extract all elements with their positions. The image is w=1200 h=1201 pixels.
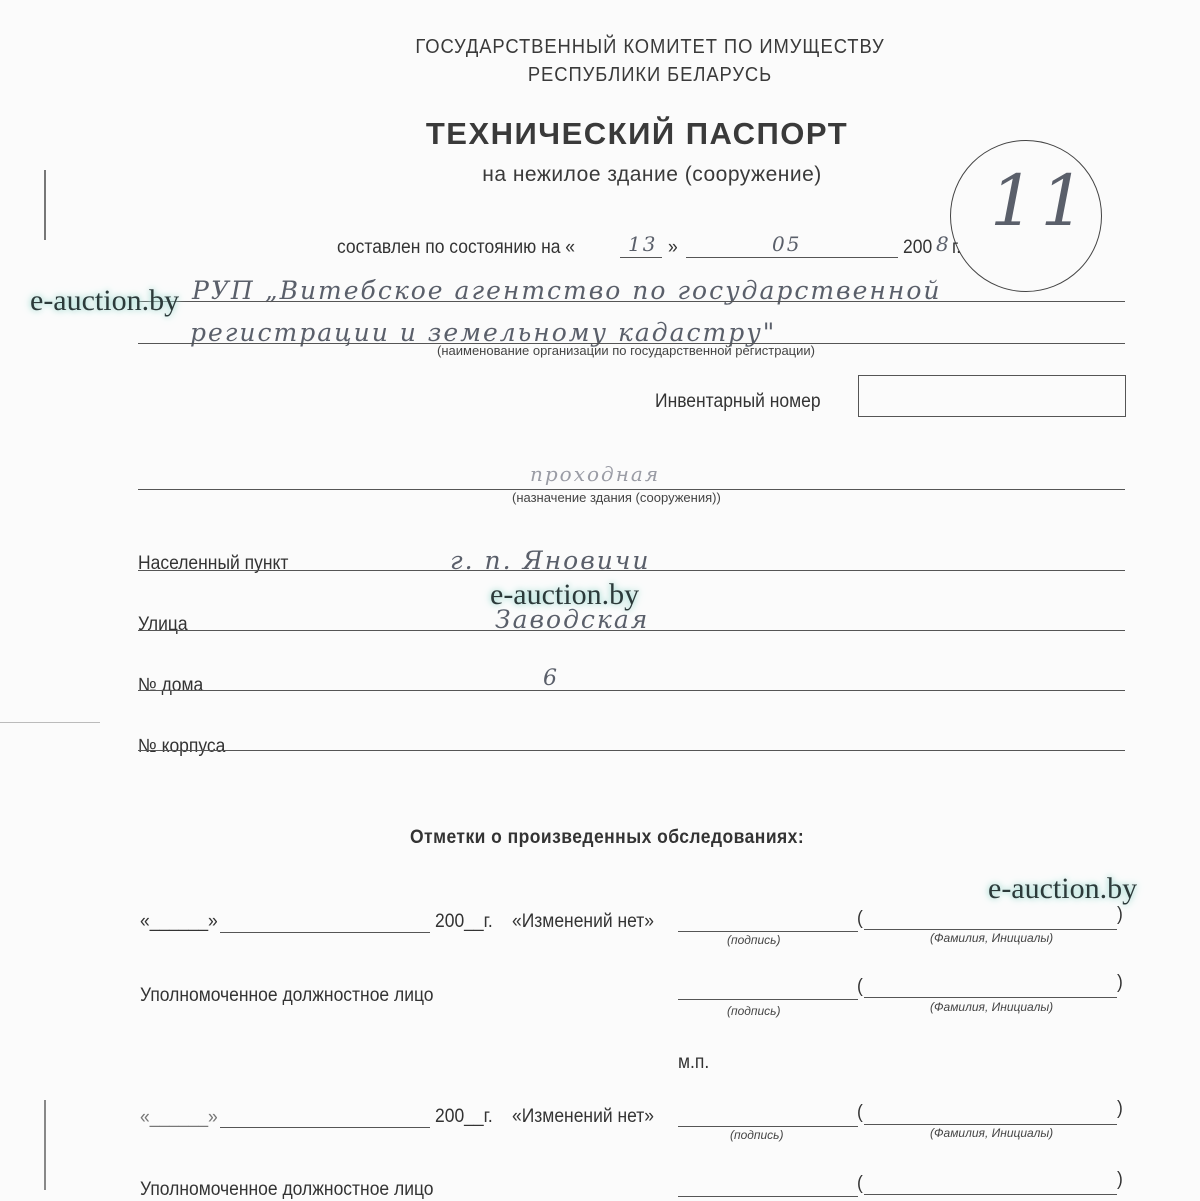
date-suffix: г. xyxy=(952,237,962,258)
organization-line2: регистрации и земельному кадастру" xyxy=(190,318,777,347)
surveys-heading: Отметки о произведенных обследованиях: xyxy=(410,827,805,848)
survey1-no-changes: «Изменений нет» xyxy=(512,911,654,932)
survey2-year: 200__г. xyxy=(435,1106,493,1127)
name-caption: (Фамилия, Инициалы) xyxy=(930,931,1054,945)
survey1-date-day: «______» xyxy=(140,911,218,932)
survey2-no-changes: «Изменений нет» xyxy=(512,1106,654,1127)
date-year-digit: 8 xyxy=(936,232,949,256)
paren-close: ) xyxy=(1117,1169,1123,1190)
watermark: e-auction.by xyxy=(988,872,1138,905)
watermark: e-auction.by xyxy=(30,284,180,317)
signature-caption: (подпись) xyxy=(730,1128,784,1142)
committee-name-line1: ГОСУДАРСТВЕННЫЙ КОМИТЕТ ПО ИМУЩЕСТВУ xyxy=(415,36,885,58)
watermark: e-auction.by xyxy=(490,578,640,611)
building-block-label: № корпуса xyxy=(138,736,226,757)
inventory-number-box[interactable] xyxy=(858,375,1126,417)
date-day: 13 xyxy=(628,232,658,256)
paren-close: ) xyxy=(1117,1098,1123,1119)
paren-open: ( xyxy=(857,908,863,929)
stamp-place: м.п. xyxy=(678,1052,710,1073)
street-value: Заводская xyxy=(495,605,650,634)
organization-caption: (наименование организации по государственной регистрации) xyxy=(437,343,815,358)
paren-close: ) xyxy=(1117,904,1123,925)
purpose-caption: (назначение здания (сооружения)) xyxy=(512,490,721,505)
organization-line1: РУП „Витебское агентство по государственной xyxy=(192,276,942,305)
date-mid: » xyxy=(668,237,678,258)
survey1-year: 200__г. xyxy=(435,911,493,932)
signature-caption: (подпись) xyxy=(727,933,781,947)
settlement-label: Населенный пункт xyxy=(138,553,289,574)
name-caption: (Фамилия, Инициалы) xyxy=(930,1000,1054,1014)
house-number-value: 6 xyxy=(543,666,559,691)
paren-open: ( xyxy=(857,1102,863,1123)
page-number: 11 xyxy=(990,160,1092,242)
date-year-prefix: 200 xyxy=(903,237,933,258)
settlement-value: г. п. Яновичи xyxy=(450,546,651,575)
signature-caption: (подпись) xyxy=(727,1004,781,1018)
street-label: Улица xyxy=(138,614,188,635)
survey2-date-day: «______» xyxy=(140,1107,218,1128)
house-number-label: № дома xyxy=(138,675,204,696)
survey2-official-label: Уполномоченное должностное лицо xyxy=(140,1179,434,1200)
committee-name-line2: РЕСПУБЛИКИ БЕЛАРУСЬ xyxy=(527,64,773,86)
name-caption: (Фамилия, Инициалы) xyxy=(930,1126,1054,1140)
document-title: ТЕХНИЧЕСКИЙ ПАСПОРТ xyxy=(425,116,849,151)
paren-open: ( xyxy=(857,1173,863,1194)
survey1-official-label: Уполномоченное должностное лицо xyxy=(140,985,434,1006)
date-month: 05 xyxy=(772,232,802,256)
building-purpose: проходная xyxy=(530,462,661,486)
inventory-label: Инвентарный номер xyxy=(655,391,821,412)
paren-close: ) xyxy=(1117,972,1123,993)
paren-open: ( xyxy=(857,976,863,997)
date-prefix: составлен по состоянию на « xyxy=(337,237,576,258)
document-subtitle: на нежилое здание (сооружение) xyxy=(482,163,822,186)
